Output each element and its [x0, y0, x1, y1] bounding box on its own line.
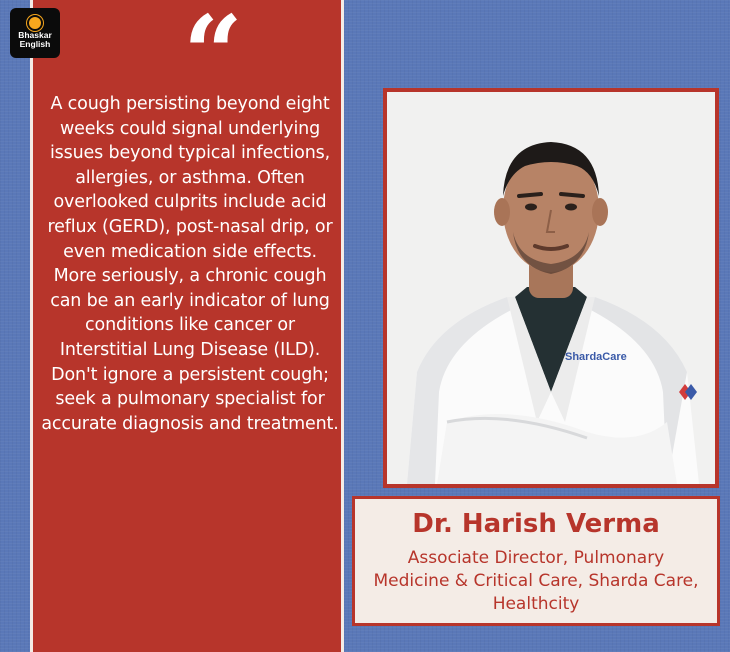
coat-logo-text: ShardaCare: [565, 351, 627, 363]
quote-text: A cough persisting beyond eight weeks could signal underlying issues beyond typical infections, allergies, or asthma. Often overlooked culprits include acid reflux (GERD), post-nasal drip, or even medication side effects. More seriously, a chronic cough can be an early indicator of lung conditions like cancer or Interstitial Lung Disease (ILD). Don't ignore a persistent cough; seek a pulmonary specialist for accurate diagnosis and treatment.: [41, 94, 339, 434]
doctor-designation: Associate Director, Pulmonary Medicine & Critical Care, Sharda Care, Healthcity: [373, 548, 699, 614]
brand-logo-line2: English: [19, 39, 51, 49]
quote-panel: [30, 0, 344, 652]
brand-logo-line1: Bhaskar: [18, 30, 52, 40]
doctor-name: Dr. Harish Verma: [412, 509, 660, 539]
brand-logo: [10, 8, 60, 58]
doctor-photo: [383, 88, 719, 488]
sun-icon: [29, 17, 41, 29]
doctor-name-card: [352, 496, 720, 626]
quote-mark-icon: “: [183, 0, 243, 115]
